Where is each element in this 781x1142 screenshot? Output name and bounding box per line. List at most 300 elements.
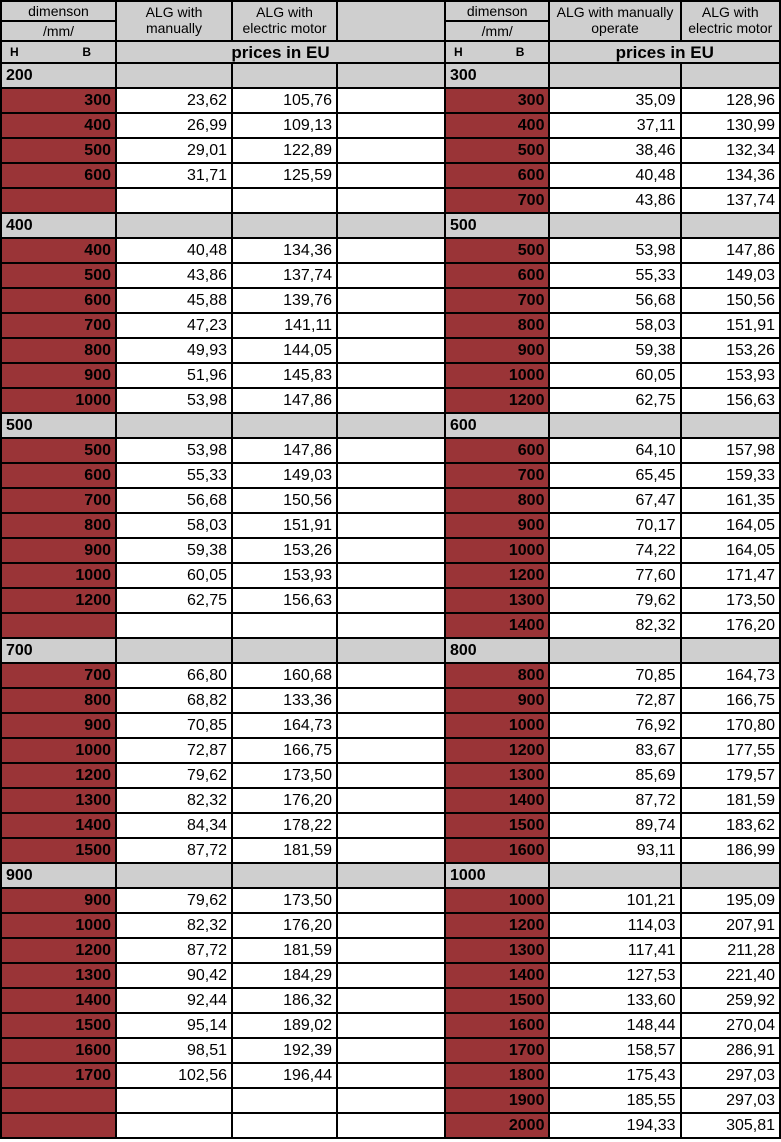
- manual-price-cell: 114,03: [549, 913, 680, 938]
- right-price-table: [444, 0, 781, 1139]
- group-header-row: [445, 863, 780, 888]
- electric-price-cell: 177,55: [681, 738, 780, 763]
- b-label: B: [82, 44, 91, 59]
- width-cell: 1400: [1, 813, 116, 838]
- group-header-row: [1, 638, 445, 663]
- empty-cell: [337, 663, 445, 688]
- manual-price-cell: 175,43: [549, 1063, 680, 1088]
- table-row: [445, 763, 780, 788]
- group-header-fill: [337, 863, 445, 888]
- electric-price-cell: 137,74: [232, 263, 337, 288]
- electric-price-cell: 207,91: [681, 913, 780, 938]
- group-header-fill: [116, 638, 232, 663]
- table-row: [445, 888, 780, 913]
- manual-price-cell: 59,38: [549, 338, 680, 363]
- electric-price-cell: 137,74: [681, 188, 780, 213]
- table-row: [445, 988, 780, 1013]
- group-header-fill: [549, 63, 680, 88]
- table-row: [1, 688, 445, 713]
- table-row: [445, 813, 780, 838]
- table-row: [1, 338, 445, 363]
- manual-price-cell: 185,55: [549, 1088, 680, 1113]
- table-row: [445, 838, 780, 863]
- electric-price-cell: 164,05: [681, 538, 780, 563]
- empty-cell: [337, 363, 445, 388]
- electric-price-cell: 305,81: [681, 1113, 780, 1138]
- electric-price-cell: 105,76: [232, 88, 337, 113]
- manual-price-cell: 133,60: [549, 988, 680, 1013]
- width-cell: 500: [1, 138, 116, 163]
- dimension-header: dimenson: [445, 1, 549, 21]
- electric-price-cell: 164,73: [232, 713, 337, 738]
- electric-price-cell: 147,86: [681, 238, 780, 263]
- electric-price-cell: 176,20: [232, 788, 337, 813]
- group-header-fill: [232, 63, 337, 88]
- width-cell: 600: [445, 163, 549, 188]
- width-cell: 1500: [445, 813, 549, 838]
- electric-price-cell: 157,98: [681, 438, 780, 463]
- width-cell: 900: [445, 688, 549, 713]
- group-header-fill: [232, 213, 337, 238]
- electric-price-cell: 147,86: [232, 388, 337, 413]
- empty-cell: [337, 838, 445, 863]
- empty-cell: [337, 188, 445, 213]
- group-header-fill: [549, 638, 680, 663]
- width-cell: 600: [445, 438, 549, 463]
- manual-price-cell: 90,42: [116, 963, 232, 988]
- width-cell: 1000: [445, 538, 549, 563]
- width-cell: 1000: [1, 738, 116, 763]
- table-row: [1, 388, 445, 413]
- manual-price-cell: 158,57: [549, 1038, 680, 1063]
- manual-price-cell: 58,03: [116, 513, 232, 538]
- width-cell: 900: [1, 538, 116, 563]
- manual-price-cell: 60,05: [116, 563, 232, 588]
- group-height-label: 1000: [445, 863, 549, 888]
- empty-cell: [337, 888, 445, 913]
- manual-price-cell: 82,32: [116, 788, 232, 813]
- group-header-row: [445, 638, 780, 663]
- electric-price-cell: 173,50: [232, 888, 337, 913]
- width-cell: 800: [445, 488, 549, 513]
- width-cell: 1900: [445, 1088, 549, 1113]
- b-label: B: [515, 44, 525, 59]
- electric-price-cell: 166,75: [232, 738, 337, 763]
- width-cell: 700: [1, 663, 116, 688]
- manual-price-cell: 56,68: [549, 288, 680, 313]
- width-cell: 1200: [1, 938, 116, 963]
- empty-cell: [337, 713, 445, 738]
- width-cell: 1000: [1, 388, 116, 413]
- table-row: [1, 563, 445, 588]
- manual-column-header: ALG with manually: [116, 1, 232, 41]
- group-header-row: [1, 863, 445, 888]
- electric-price-cell: 125,59: [232, 163, 337, 188]
- manual-price-cell: 55,33: [116, 463, 232, 488]
- electric-price-cell: 147,86: [232, 438, 337, 463]
- width-cell: 900: [1, 888, 116, 913]
- empty-cell: [337, 463, 445, 488]
- width-cell: 1800: [445, 1063, 549, 1088]
- table-row: [1, 513, 445, 538]
- group-height-label: 700: [1, 638, 116, 663]
- manual-price-cell: 58,03: [549, 313, 680, 338]
- table-row: [1, 938, 445, 963]
- group-header-fill: [337, 413, 445, 438]
- empty-cell: [337, 938, 445, 963]
- table-row: [445, 563, 780, 588]
- manual-column-header: ALG with manually operate: [549, 1, 680, 41]
- manual-price-cell: 117,41: [549, 938, 680, 963]
- width-cell: 900: [445, 338, 549, 363]
- manual-price-cell: 70,17: [549, 513, 680, 538]
- table-row: [445, 188, 780, 213]
- table-row: [1, 713, 445, 738]
- electric-price-cell: 164,73: [681, 663, 780, 688]
- electric-price-cell: 149,03: [681, 263, 780, 288]
- electric-price-cell: 176,20: [232, 913, 337, 938]
- prices-header: prices in EU: [116, 41, 445, 63]
- empty-cell: [337, 1038, 445, 1063]
- empty-cell: [337, 613, 445, 638]
- manual-price-cell: 35,09: [549, 88, 680, 113]
- spare-column-header: [337, 1, 445, 41]
- table-row: [445, 163, 780, 188]
- electric-price-cell: 149,03: [232, 463, 337, 488]
- table-row: [1, 538, 445, 563]
- manual-price-cell: 74,22: [549, 538, 680, 563]
- electric-price-cell: 132,34: [681, 138, 780, 163]
- group-header-fill: [116, 213, 232, 238]
- width-cell: 1400: [445, 613, 549, 638]
- width-cell: 700: [445, 463, 549, 488]
- table-row: [445, 1038, 780, 1063]
- manual-price-cell: 31,71: [116, 163, 232, 188]
- width-cell: 1000: [1, 913, 116, 938]
- electric-price-cell: 259,92: [681, 988, 780, 1013]
- group-header-fill: [116, 413, 232, 438]
- empty-cell: [337, 313, 445, 338]
- electric-price-cell: 181,59: [232, 838, 337, 863]
- electric-price-cell: 170,80: [681, 713, 780, 738]
- table-row: [1, 438, 445, 463]
- table-row: [1, 913, 445, 938]
- electric-price-cell: 171,47: [681, 563, 780, 588]
- empty-cell: [337, 538, 445, 563]
- electric-price-cell: 153,26: [232, 538, 337, 563]
- manual-price-cell: 72,87: [116, 738, 232, 763]
- width-cell: 1000: [1, 563, 116, 588]
- group-height-label: 500: [445, 213, 549, 238]
- table-row: [445, 713, 780, 738]
- width-cell: 500: [1, 263, 116, 288]
- empty-cell: [337, 238, 445, 263]
- empty-cell: [337, 688, 445, 713]
- empty-cell: [337, 1013, 445, 1038]
- manual-price-cell: 55,33: [549, 263, 680, 288]
- group-header-fill: [232, 413, 337, 438]
- manual-price-cell: 127,53: [549, 963, 680, 988]
- empty-cell: [337, 113, 445, 138]
- width-cell: 1400: [445, 788, 549, 813]
- manual-price-cell: 62,75: [549, 388, 680, 413]
- table-row: [445, 388, 780, 413]
- group-header-fill: [337, 63, 445, 88]
- electric-price-cell: 176,20: [681, 613, 780, 638]
- empty-cell: [337, 988, 445, 1013]
- table-row: [1, 1013, 445, 1038]
- manual-price-cell: 53,98: [116, 438, 232, 463]
- group-header-row: [445, 413, 780, 438]
- table-row: [1, 1113, 445, 1138]
- dimension-header: dimenson: [1, 1, 116, 21]
- electric-price-cell: 161,35: [681, 488, 780, 513]
- width-cell: 1000: [445, 713, 549, 738]
- table-row: [1, 463, 445, 488]
- manual-price-cell: 101,21: [549, 888, 680, 913]
- width-cell: 1600: [445, 1013, 549, 1038]
- electric-price-cell: 160,68: [232, 663, 337, 688]
- empty-cell: [337, 788, 445, 813]
- empty-cell: [337, 513, 445, 538]
- width-cell: 900: [1, 363, 116, 388]
- width-cell: 600: [1, 288, 116, 313]
- table-row: [445, 238, 780, 263]
- group-header-row: [445, 213, 780, 238]
- table-row: [445, 1013, 780, 1038]
- manual-price-cell: 87,72: [549, 788, 680, 813]
- width-cell: 1200: [445, 913, 549, 938]
- electric-price-cell: 150,56: [681, 288, 780, 313]
- table-row: [445, 363, 780, 388]
- group-header-fill: [549, 213, 680, 238]
- table-row: [1, 613, 445, 638]
- manual-price-cell: 82,32: [116, 913, 232, 938]
- table-row: [445, 588, 780, 613]
- empty-cell: [337, 963, 445, 988]
- electric-price-cell: 184,29: [232, 963, 337, 988]
- width-cell: 500: [1, 438, 116, 463]
- table-row: [1, 888, 445, 913]
- electric-price-cell: 173,50: [232, 763, 337, 788]
- width-cell: 1300: [445, 588, 549, 613]
- manual-price-cell: 60,05: [549, 363, 680, 388]
- width-cell: [1, 1113, 116, 1138]
- manual-price-cell: 102,56: [116, 1063, 232, 1088]
- table-row: [1, 963, 445, 988]
- empty-cell: [337, 1063, 445, 1088]
- width-cell: 900: [445, 513, 549, 538]
- electric-price-cell: 181,59: [232, 938, 337, 963]
- empty-cell: [337, 588, 445, 613]
- table-row: [445, 1113, 780, 1138]
- manual-price-cell: 26,99: [116, 113, 232, 138]
- h-label: H: [10, 44, 19, 59]
- manual-price-cell: 95,14: [116, 1013, 232, 1038]
- electric-price-cell: 164,05: [681, 513, 780, 538]
- table-row: [445, 613, 780, 638]
- width-cell: 1500: [445, 988, 549, 1013]
- table-row: [445, 663, 780, 688]
- width-cell: 1300: [445, 938, 549, 963]
- empty-cell: [337, 163, 445, 188]
- electric-price-cell: 221,40: [681, 963, 780, 988]
- width-cell: 400: [445, 113, 549, 138]
- manual-price-cell: 43,86: [549, 188, 680, 213]
- table-row: [1, 263, 445, 288]
- manual-price-cell: 84,34: [116, 813, 232, 838]
- empty-cell: [337, 738, 445, 763]
- group-header-fill: [337, 638, 445, 663]
- table-row: [1, 813, 445, 838]
- electric-price-cell: 156,63: [681, 388, 780, 413]
- manual-price-cell: 45,88: [116, 288, 232, 313]
- width-cell: 1500: [1, 838, 116, 863]
- table-row: [445, 488, 780, 513]
- table-row: [1, 363, 445, 388]
- dimension-unit: /mm/: [445, 21, 549, 41]
- group-header-row: [1, 63, 445, 88]
- width-cell: 1500: [1, 1013, 116, 1038]
- manual-price-cell: 53,98: [116, 388, 232, 413]
- electric-price-cell: 153,93: [681, 363, 780, 388]
- electric-price-cell: 196,44: [232, 1063, 337, 1088]
- empty-cell: [337, 763, 445, 788]
- group-header-fill: [116, 863, 232, 888]
- electric-price-cell: 134,36: [681, 163, 780, 188]
- group-height-label: 900: [1, 863, 116, 888]
- prices-header: prices in EU: [549, 41, 780, 63]
- width-cell: [1, 613, 116, 638]
- electric-price-cell: 151,91: [681, 313, 780, 338]
- width-cell: 800: [1, 688, 116, 713]
- table-row: [445, 1088, 780, 1113]
- empty-cell: [337, 338, 445, 363]
- manual-price-cell: 67,47: [549, 488, 680, 513]
- group-header-fill: [681, 638, 780, 663]
- width-cell: 500: [445, 238, 549, 263]
- group-height-label: 300: [445, 63, 549, 88]
- manual-price-cell: 76,92: [549, 713, 680, 738]
- width-cell: 400: [1, 238, 116, 263]
- manual-price-cell: 83,67: [549, 738, 680, 763]
- empty-cell: [337, 913, 445, 938]
- empty-cell: [337, 563, 445, 588]
- electric-price-cell: [232, 613, 337, 638]
- electric-price-cell: 286,91: [681, 1038, 780, 1063]
- group-header-fill: [549, 413, 680, 438]
- table-row: [1, 763, 445, 788]
- manual-price-cell: 38,46: [549, 138, 680, 163]
- table-row: [445, 1063, 780, 1088]
- group-height-label: 400: [1, 213, 116, 238]
- electric-price-cell: 145,83: [232, 363, 337, 388]
- table-row: [445, 113, 780, 138]
- manual-price-cell: 43,86: [116, 263, 232, 288]
- manual-price-cell: 194,33: [549, 1113, 680, 1138]
- group-header-fill: [681, 63, 780, 88]
- width-cell: 1400: [445, 963, 549, 988]
- manual-price-cell: 87,72: [116, 838, 232, 863]
- electric-price-cell: 297,03: [681, 1063, 780, 1088]
- manual-price-cell: 51,96: [116, 363, 232, 388]
- electric-price-cell: 150,56: [232, 488, 337, 513]
- table-row: [445, 313, 780, 338]
- empty-cell: [337, 1113, 445, 1138]
- manual-price-cell: 72,87: [549, 688, 680, 713]
- electric-price-cell: [232, 188, 337, 213]
- width-cell: 1700: [1, 1063, 116, 1088]
- empty-cell: [337, 288, 445, 313]
- group-height-label: 500: [1, 413, 116, 438]
- width-cell: 1000: [445, 363, 549, 388]
- manual-price-cell: 59,38: [116, 538, 232, 563]
- empty-cell: [337, 263, 445, 288]
- group-height-label: 800: [445, 638, 549, 663]
- electric-price-cell: 186,99: [681, 838, 780, 863]
- electric-price-cell: 109,13: [232, 113, 337, 138]
- electric-price-cell: 183,62: [681, 813, 780, 838]
- electric-price-cell: 130,99: [681, 113, 780, 138]
- electric-price-cell: 159,33: [681, 463, 780, 488]
- electric-price-cell: 134,36: [232, 238, 337, 263]
- width-cell: 300: [445, 88, 549, 113]
- table-row: [445, 938, 780, 963]
- empty-cell: [337, 138, 445, 163]
- group-header-row: [1, 413, 445, 438]
- width-cell: 800: [445, 313, 549, 338]
- electric-price-cell: 179,57: [681, 763, 780, 788]
- manual-price-cell: 70,85: [116, 713, 232, 738]
- electric-price-cell: [232, 1113, 337, 1138]
- manual-price-cell: 82,32: [549, 613, 680, 638]
- empty-cell: [337, 1088, 445, 1113]
- width-cell: 1200: [445, 388, 549, 413]
- table-row: [1, 288, 445, 313]
- group-header-fill: [681, 863, 780, 888]
- group-header-fill: [681, 413, 780, 438]
- manual-price-cell: 37,11: [549, 113, 680, 138]
- manual-price-cell: 56,68: [116, 488, 232, 513]
- electric-price-cell: 122,89: [232, 138, 337, 163]
- group-header-fill: [116, 63, 232, 88]
- electric-price-cell: 186,32: [232, 988, 337, 1013]
- empty-cell: [337, 88, 445, 113]
- width-cell: 300: [1, 88, 116, 113]
- width-cell: 800: [1, 513, 116, 538]
- table-row: [445, 913, 780, 938]
- width-cell: 600: [1, 463, 116, 488]
- manual-price-cell: 98,51: [116, 1038, 232, 1063]
- electric-price-cell: 139,76: [232, 288, 337, 313]
- table-row: [1, 1088, 445, 1113]
- electric-price-cell: 153,93: [232, 563, 337, 588]
- electric-price-cell: 156,63: [232, 588, 337, 613]
- width-cell: 1300: [445, 763, 549, 788]
- width-cell: 1700: [445, 1038, 549, 1063]
- table-row: [1, 313, 445, 338]
- table-row: [1, 113, 445, 138]
- electric-column-header: ALG with electric motor: [232, 1, 337, 41]
- width-cell: 700: [445, 288, 549, 313]
- width-cell: 1000: [445, 888, 549, 913]
- table-row: [445, 438, 780, 463]
- table-row: [1, 238, 445, 263]
- empty-cell: [337, 813, 445, 838]
- manual-price-cell: 49,93: [116, 338, 232, 363]
- group-height-label: 600: [445, 413, 549, 438]
- manual-price-cell: 53,98: [549, 238, 680, 263]
